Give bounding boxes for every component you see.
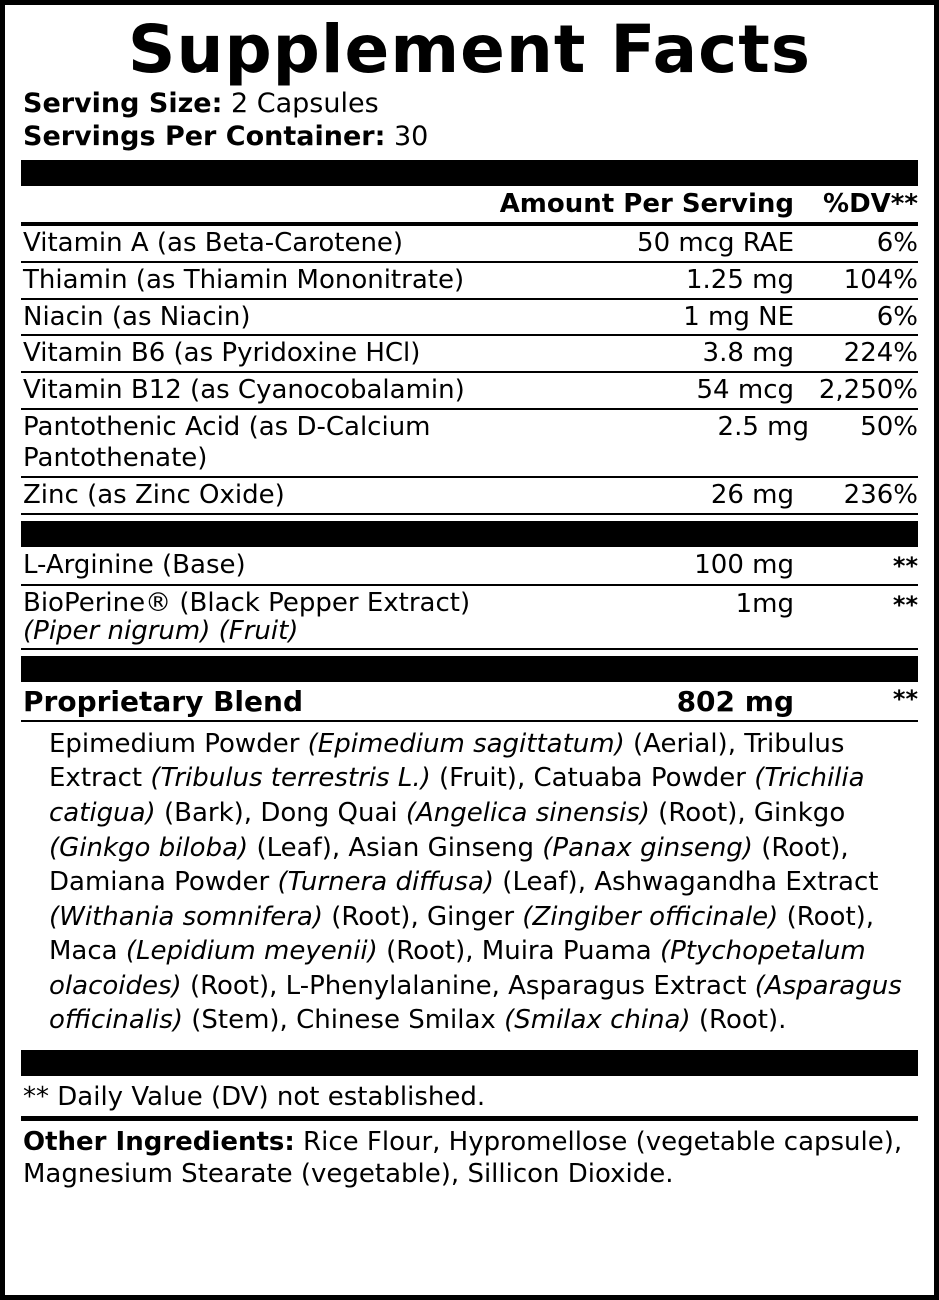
nutrient-dv: 6% bbox=[876, 228, 918, 259]
serving-size-value: 2 Capsules bbox=[231, 88, 379, 120]
botanical-name: (Root) bbox=[761, 832, 841, 863]
other-ingredients-value: Rice Flour, Hypromellose (vegetable capsule), Magnesium Stearate (vegetable), Sillicon Dioxide. bbox=[23, 1127, 903, 1189]
bioperine-line2: (Piper nigrum) (Fruit) bbox=[23, 616, 299, 647]
botanical-name: (Asparagus officinalis) bbox=[49, 970, 902, 1036]
nutrient-name: Zinc (as Zinc Oxide) bbox=[23, 480, 285, 511]
botanical-name: (Bark) bbox=[163, 797, 244, 828]
botanical-name: (Leaf) bbox=[502, 867, 578, 898]
table-row bbox=[21, 300, 918, 337]
botanical-name: (Tribulus terrestris L.) bbox=[150, 763, 431, 794]
nutrient-amount: 54 mcg bbox=[696, 375, 794, 406]
botanical-name: (Smilax china) bbox=[504, 1005, 691, 1036]
proprietary-blend-amount: 802 mg bbox=[676, 684, 794, 718]
table-row bbox=[21, 226, 918, 263]
nutrient-amount: 1mg bbox=[735, 588, 794, 619]
table-row bbox=[21, 478, 918, 515]
table-row bbox=[21, 547, 918, 586]
other-ingredients-label: Other Ingredients: bbox=[23, 1127, 295, 1158]
nutrient-name bbox=[21, 589, 494, 646]
botanical-name: (Root) bbox=[786, 901, 866, 932]
botanical-name: (Lepidium meyenii) bbox=[125, 936, 378, 967]
nutrient-name: Vitamin A (as Beta-Carotene) bbox=[23, 228, 404, 259]
proprietary-blend-ingredients: Epimedium Powder (Epimedium sagittatum) (Aerial), Tribulus Extract (Tribulus terrestris L.) (Fruit), Catuaba Powder (Trichilia catigua) (Bark), Dong Quai (Angelica sinensis) (Root), Ginkgo (Ginkgo biloba) (Leaf), Asian Ginseng (Panax ginseng) (Root), Damiana Powder (Turnera diffusa) (Leaf), Ashwagandha Extract (Withania somnifera) (Root), Ginger (Zingiber officinale) (Root), Maca (Lepidium meyenii) (Root), Muira Puama (Ptychopetalum olacoides) (Root), L-Phenylalanine, Asparagus Extract (Asparagus officinalis) (Stem), Chinese Smilax (Smilax china) (Root). bbox=[49, 728, 902, 1036]
nutrient-name: Niacin (as Niacin) bbox=[23, 301, 251, 332]
nutrient-amount: 3.8 mg bbox=[702, 338, 794, 369]
other-ingredients bbox=[21, 1121, 918, 1190]
botanical-name: (Root) bbox=[386, 936, 466, 967]
nutrient-dv: ** bbox=[892, 590, 918, 619]
table-header-row bbox=[21, 186, 918, 226]
nutrient-name: L-Arginine (Base) bbox=[23, 549, 246, 580]
botanical-name: (Angelica sinensis) bbox=[405, 797, 650, 828]
proprietary-blend-dv: ** bbox=[892, 684, 918, 713]
nutrient-amount: 100 mg bbox=[694, 549, 794, 580]
servings-per-container-line bbox=[23, 121, 918, 154]
botanical-name: (Aerial) bbox=[633, 728, 728, 759]
botanical-name: (Root) bbox=[658, 797, 738, 828]
nutrient-dv: 2,250% bbox=[818, 375, 918, 406]
servings-per-container-value: 30 bbox=[393, 121, 429, 153]
page-title: Supplement Facts bbox=[127, 11, 812, 88]
botanical-name: (Panax ginseng) bbox=[542, 832, 753, 863]
divider-bar-middle bbox=[21, 521, 918, 547]
serving-size-line bbox=[23, 88, 918, 121]
botanical-name: (Zingiber officinale) bbox=[522, 901, 779, 932]
divider-bar-top bbox=[21, 160, 918, 186]
nutrient-amount: 2.5 mg bbox=[717, 411, 809, 442]
nutrient-amount: 1.25 mg bbox=[686, 264, 794, 295]
botanical-name: (Withania somnifera) bbox=[49, 901, 323, 932]
nutrient-name: Vitamin B12 (as Cyanocobalamin) bbox=[23, 375, 465, 406]
nutrient-dv: 6% bbox=[876, 301, 918, 332]
nutrient-name: Vitamin B6 (as Pyridoxine HCl) bbox=[23, 338, 421, 369]
divider-bar-blend bbox=[21, 656, 918, 682]
botanical-name: (Epimedium sagittatum) bbox=[307, 728, 625, 759]
proprietary-blend-row bbox=[21, 682, 918, 722]
nutrient-dv: 50% bbox=[860, 411, 919, 442]
botanical-name: (Fruit) bbox=[439, 763, 517, 794]
proprietary-blend-name: Proprietary Blend bbox=[23, 684, 303, 718]
daily-value-note: ** Daily Value (DV) not established. bbox=[21, 1076, 918, 1121]
table-row bbox=[21, 263, 918, 300]
table-row bbox=[21, 373, 918, 410]
nutrient-dv: 104% bbox=[843, 264, 918, 295]
header-percent-dv: %DV** bbox=[823, 189, 918, 220]
nutrient-amount: 26 mg bbox=[710, 480, 794, 511]
table-row bbox=[21, 410, 918, 478]
botanical-name: (Root) bbox=[189, 970, 270, 1001]
botanical-name: (Ginkgo biloba) bbox=[49, 832, 249, 863]
nutrient-amount: 50 mcg RAE bbox=[637, 228, 794, 259]
nutrient-dv: 224% bbox=[843, 338, 918, 369]
botanical-name: (Trichilia catigua) bbox=[49, 763, 865, 828]
table-row bbox=[21, 336, 918, 373]
table-row bbox=[21, 586, 918, 650]
botanical-name: (Turnera diffusa) bbox=[277, 867, 495, 898]
bioperine-line1: BioPerine® (Black Pepper Extract) bbox=[23, 587, 471, 618]
serving-size-label: Serving Size: bbox=[23, 88, 223, 120]
nutrient-dv: ** bbox=[892, 551, 918, 580]
nutrient-name: Thiamin (as Thiamin Mononitrate) bbox=[23, 264, 465, 295]
divider-bar-bottom bbox=[21, 1050, 918, 1076]
botanical-name: (Root) bbox=[331, 901, 411, 932]
botanical-name: (Leaf) bbox=[256, 832, 332, 863]
botanical-name: (Ptychopetalum olacoides) bbox=[49, 936, 866, 1001]
servings-per-container-label: Servings Per Container: bbox=[23, 121, 386, 153]
nutrient-amount: 1 mg NE bbox=[683, 301, 794, 332]
nutrient-name: Pantothenic Acid (as D-Calcium Pantothenate) bbox=[23, 411, 431, 474]
botanical-name: (Stem) bbox=[191, 1005, 280, 1036]
botanical-name: (Root) bbox=[698, 1005, 779, 1036]
nutrient-dv: 236% bbox=[843, 480, 918, 511]
header-amount-per-serving: Amount Per Serving bbox=[499, 189, 794, 220]
